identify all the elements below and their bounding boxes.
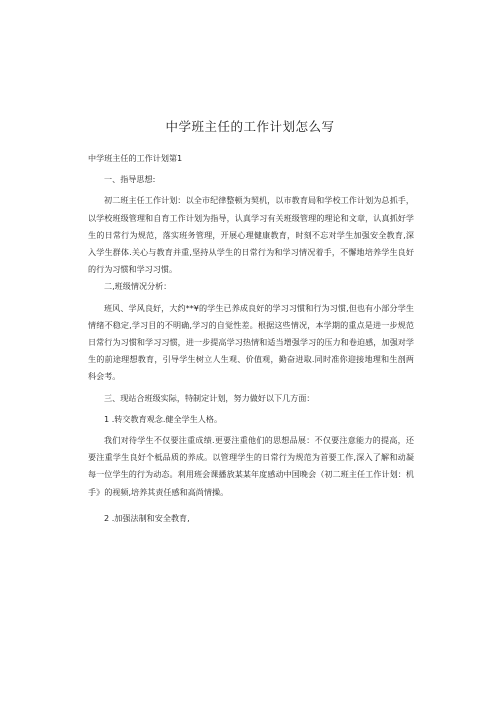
document-body <box>88 150 414 527</box>
paragraph-class-analysis: 班风、学风良好，大约**¥的学生已养成良好的学习习惯和行为习惯,但也有小部分学生情绪不稳定,学习目的不明确,学习的自觉性差。根据这些情况，本学期的重点是进一步规范日常行为习惯和学习习惯，进一步提高学习热情和适当增强学习的压力和卷迫感，加强对学生的前途理想教育，引导学生树立人生观、价值观，勤奋进取.同时准你迎接地理和生剖两科会考。 <box>88 302 414 382</box>
document-subtitle: 中学班主任的工作计划第1 <box>88 153 183 163</box>
list-item-1: 1 .转交教育观念.健全学生人格。 <box>104 413 223 424</box>
section-heading-guiding-thought: 一、指导思想: <box>104 174 156 185</box>
section-heading-class-analysis: 二,班级情况分析： <box>104 281 172 292</box>
document-title: 中学班主任的工作计划怎么写 <box>165 119 335 134</box>
paragraph-item-1: 我们对待学生不仅要注重成绩.更要注重他们的思想品展：不仅要注意能力的提高，还要注重学生良好个柢品质的养成。以管理学生的日常行为规范为首要工作,深入了解和动凝每一位学生的行为动态。利用班会课播放某某年度感动中国晚会（初二班主任工作计划：机手》的视频,培养其责任感和高尚情操。 <box>88 435 414 497</box>
list-item-2: 2 .加强法制和安全教育, <box>104 512 190 523</box>
paragraph-guiding-thought: 初二班主任工作计划：以全市纪律整顿为契机，以市教育局和学校工作计划为总抓手，以学校班级管理和自育工作计划为指导，认真学习有关班级管理的理论和文章，认真抓好学生的日常行为规范，落实班务管理，开展心理健康教育，时刻不忘对学生加强安全教育,深入学生群体.关心与教育并重,坚持从学生的日常行为和学习情况着手，不懈地培养学生良好的行为习惯和学习习惯。 <box>88 195 414 275</box>
section-heading-plan: 三、现站合班级实际，特制定计划，努力做好以下几方面： <box>104 392 315 403</box>
